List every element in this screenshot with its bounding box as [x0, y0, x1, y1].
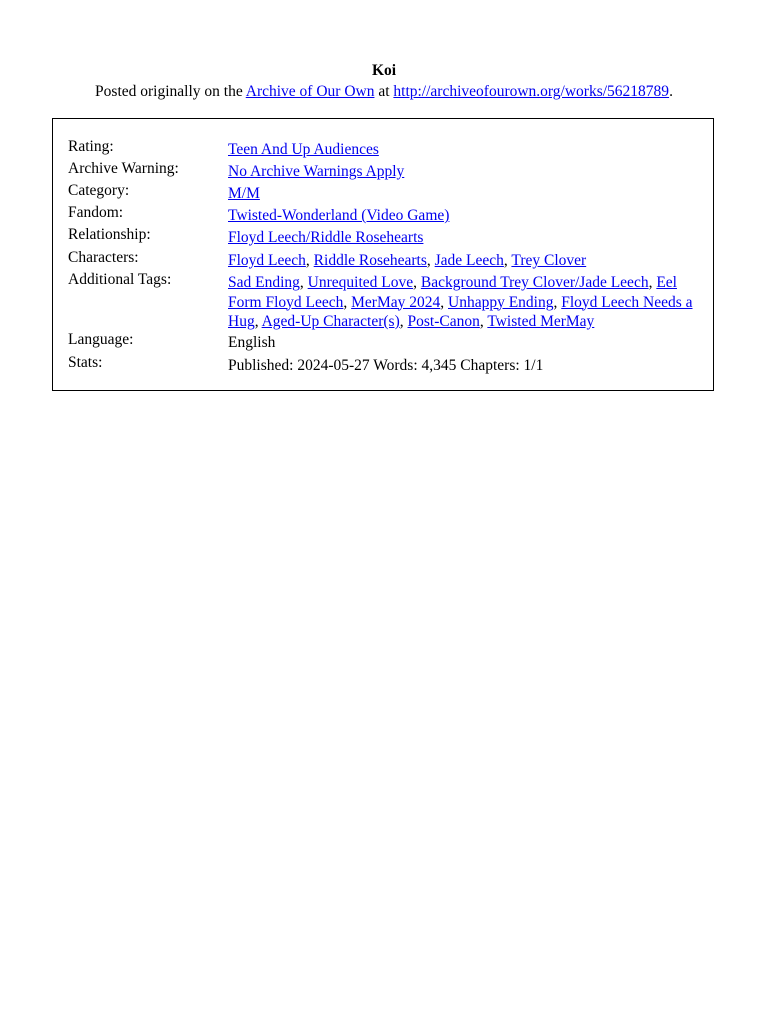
- tag-separator: ,: [648, 274, 657, 291]
- tag-separator: ,: [305, 252, 314, 269]
- tag-link[interactable]: Unhappy Ending: [448, 293, 554, 311]
- stats-value: Published: 2024-05-27 Words: 4,345 Chapters: 1/1: [228, 357, 544, 374]
- relationship-label: Relationship:: [68, 226, 151, 243]
- tag-link[interactable]: Floyd Leech Needs a Hug: [228, 293, 693, 330]
- language-label: Language:: [68, 331, 134, 348]
- tag-separator: ,: [343, 293, 352, 311]
- tag-link[interactable]: Background Trey Clover/Jade Leech: [420, 274, 649, 291]
- tag-link[interactable]: Eel Form Floyd Leech: [228, 274, 677, 311]
- tag-separator: ,: [440, 293, 448, 311]
- warning-value: [228, 162, 706, 182]
- additional-tags-label: Additional Tags:: [68, 271, 172, 288]
- tag-separator: ,: [426, 252, 435, 269]
- work-url-link[interactable]: http://archiveofourown.org/works/56218789: [393, 83, 670, 100]
- rating-value: [228, 140, 706, 160]
- tag-link[interactable]: No Archive Warnings Apply: [228, 163, 405, 180]
- tag-separator: ,: [503, 252, 512, 269]
- work-meta-box: [52, 118, 714, 391]
- tag-link[interactable]: Unrequited Love: [307, 274, 414, 291]
- posted-suffix: .: [669, 83, 673, 100]
- posted-line: [0, 81, 768, 102]
- tag-link[interactable]: Post-Canon: [407, 313, 480, 330]
- stats-label: Stats:: [68, 354, 103, 371]
- tag-link[interactable]: Riddle Rosehearts: [313, 252, 427, 269]
- warning-label: Archive Warning:: [68, 160, 179, 177]
- fandom-value: [228, 206, 706, 226]
- characters-label: Characters:: [68, 249, 139, 266]
- tag-separator: ,: [399, 313, 408, 330]
- document-header: [0, 60, 768, 102]
- tag-link[interactable]: Sad Ending: [228, 274, 300, 291]
- tag-link[interactable]: Trey Clover: [511, 252, 587, 269]
- rating-label: Rating:: [68, 138, 114, 155]
- tag-separator: ,: [479, 313, 488, 330]
- tag-separator: ,: [299, 274, 308, 291]
- tag-link[interactable]: Twisted MerMay: [487, 313, 595, 330]
- fandom-label: Fandom:: [68, 204, 124, 221]
- posted-prefix: Posted originally on the: [95, 83, 243, 100]
- characters-value: [228, 251, 706, 271]
- posted-middle: at: [378, 83, 390, 100]
- tag-link[interactable]: Floyd Leech/Riddle Rosehearts: [228, 229, 424, 246]
- work-title: Koi: [371, 62, 397, 79]
- tag-link[interactable]: Twisted-Wonderland (Video Game): [228, 207, 450, 224]
- category-value: [228, 184, 706, 204]
- language-value: English: [228, 334, 276, 351]
- tag-link[interactable]: Jade Leech: [434, 252, 504, 269]
- tag-separator: ,: [413, 274, 421, 291]
- tag-link[interactable]: MerMay 2024: [351, 293, 441, 311]
- archive-link[interactable]: Archive of Our Own: [245, 83, 375, 100]
- category-label: Category:: [68, 182, 130, 199]
- tag-link[interactable]: Aged-Up Character(s): [261, 313, 400, 330]
- tag-link[interactable]: Floyd Leech: [228, 252, 306, 269]
- tag-separator: ,: [254, 313, 262, 330]
- tag-link[interactable]: Teen And Up Audiences: [228, 141, 379, 158]
- relationship-value: [228, 228, 706, 248]
- tag-link[interactable]: M/M: [228, 185, 260, 202]
- additional-tags-value: [228, 273, 706, 332]
- tag-separator: ,: [553, 293, 562, 311]
